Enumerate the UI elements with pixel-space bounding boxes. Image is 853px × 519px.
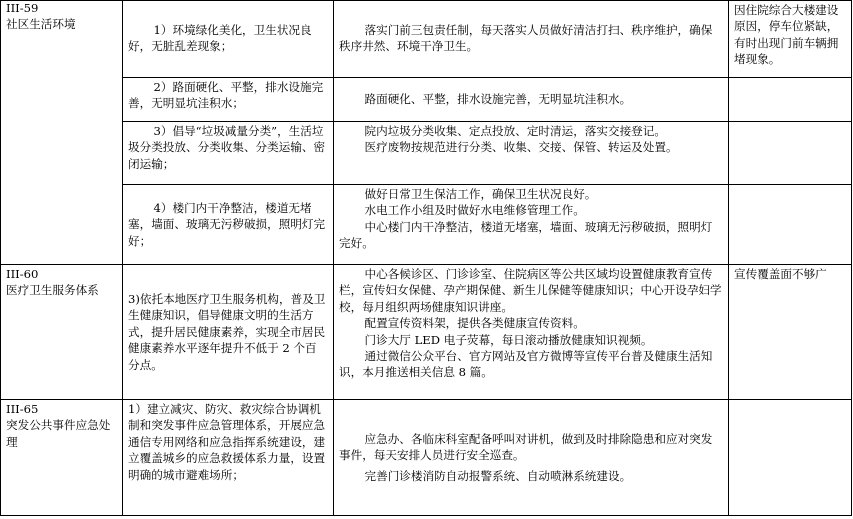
note-text: 因住院综合大楼建设原因，停车位紧缺，有时出现门前车辆拥堵现象。 xyxy=(734,3,839,67)
action-cell xyxy=(334,1,729,78)
category-label: III-65 突发公共事件应急处理 xyxy=(6,402,111,449)
table-row xyxy=(1,1,852,78)
action-text: 路面硬化、平整，排水设施完善，无明显坑洼积水。 xyxy=(364,92,632,107)
action-text: 院内垃圾分类收集、定点投放、定时清运，落实交接登记。 xyxy=(364,124,666,138)
action-text: 完善门诊楼消防自动报警系统、自动喷淋系统建设。 xyxy=(364,468,632,483)
action-text: 门诊大厅 LED 电子荧幕，每日滚动播放健康知识视频。 xyxy=(364,332,653,347)
action-text: 配置宣传资料架，提供各类健康宣传资料。 xyxy=(364,316,585,331)
action-cell xyxy=(334,122,729,185)
action-text: 做好日常卫生保洁工作，确保卫生状况良好。 xyxy=(364,187,597,201)
requirement-text: 3)依托本地医疗卫生服务机构，普及卫生健康知识，倡导健康文明的生活方式，提升居民健康素养，实现全市居民健康素养水平逐年提升不低于 2 个百分点。 xyxy=(128,291,326,372)
requirement-cell xyxy=(123,265,334,400)
category-cell xyxy=(1,265,123,400)
note-cell xyxy=(729,185,852,265)
table-row xyxy=(1,122,852,185)
requirement-cell xyxy=(123,78,334,122)
note-cell xyxy=(729,400,852,516)
note-cell xyxy=(729,122,852,185)
category-cell xyxy=(1,400,123,516)
category-cell xyxy=(1,1,123,265)
action-text: 落实门前三包责任制，每天落实人员做好清洁打扫、秩序维护，确保秩序井然、环境干净卫生。 xyxy=(339,23,713,54)
requirement-text: 4）楼门内干净整洁，楼道无堵塞，墙面、玻璃无污秽破损，照明灯完好； xyxy=(128,200,326,248)
note-cell xyxy=(729,78,852,122)
action-cell xyxy=(334,78,729,122)
requirement-cell xyxy=(123,1,334,78)
table-row xyxy=(1,265,852,400)
note-text: 宣传覆盖面不够广 xyxy=(734,267,827,281)
requirement-cell xyxy=(123,185,334,265)
action-cell xyxy=(334,400,729,516)
action-text: 中心楼门内干净整洁，楼道无堵塞，墙面、玻璃无污秽破损，照明灯完好。 xyxy=(339,219,713,251)
requirement-cell xyxy=(123,400,334,516)
action-cell xyxy=(334,265,729,400)
requirement-cell xyxy=(123,122,334,185)
action-text: 应急办、各临床科室配备呼叫对讲机，做到及时排除隐患和应对突发事件，每天安排人员进行安全巡查。 xyxy=(339,431,713,463)
action-text: 通过微信公众平台、官方网站及官方微博等宣传平台普及健康生活知识，本月推送相关信息 8 篇。 xyxy=(339,349,713,380)
requirement-text: 2）路面硬化、平整，排水设施完善，无明显坑洼积水； xyxy=(128,80,324,111)
category-label: III-59 社区生活环境 xyxy=(6,1,76,32)
action-cell xyxy=(334,185,729,265)
action-text: 水电工作小组及时做好水电维修管理工作。 xyxy=(364,203,585,218)
action-text: 中心各候诊区、门诊诊室、住院病区等公共区域均设置健康教育宣传栏，宣传妇女保健、孕产期保健、新生儿保健等健康知识；中心开设孕妇学校，每月组织两场健康知识讲座。 xyxy=(339,267,722,314)
table-row xyxy=(1,400,852,516)
table-row xyxy=(1,185,852,265)
note-cell xyxy=(729,1,852,78)
requirement-text: 1）建立减灾、防灾、救灾综合协调机制和突发事件应急管理体系，开展应急通信专用网络和应急指挥系统建设，建立覆盖城乡的应急救援体系力量，设置明确的城市避难场所； xyxy=(128,402,326,482)
action-text: 医疗废物按规范进行分类、收集、交接、保管、转运及处置。 xyxy=(364,140,678,155)
category-label: III-60 医疗卫生服务体系 xyxy=(6,267,99,298)
table-row xyxy=(1,78,852,122)
requirement-text: 3）倡导“垃圾减量分类”，生活垃圾分类投放、分类收集、分类运输、密闭运输； xyxy=(128,124,326,171)
requirement-text: 1）环境绿化美化，卫生状况良好，无脏乱差现象； xyxy=(128,23,312,54)
note-cell xyxy=(729,265,852,400)
